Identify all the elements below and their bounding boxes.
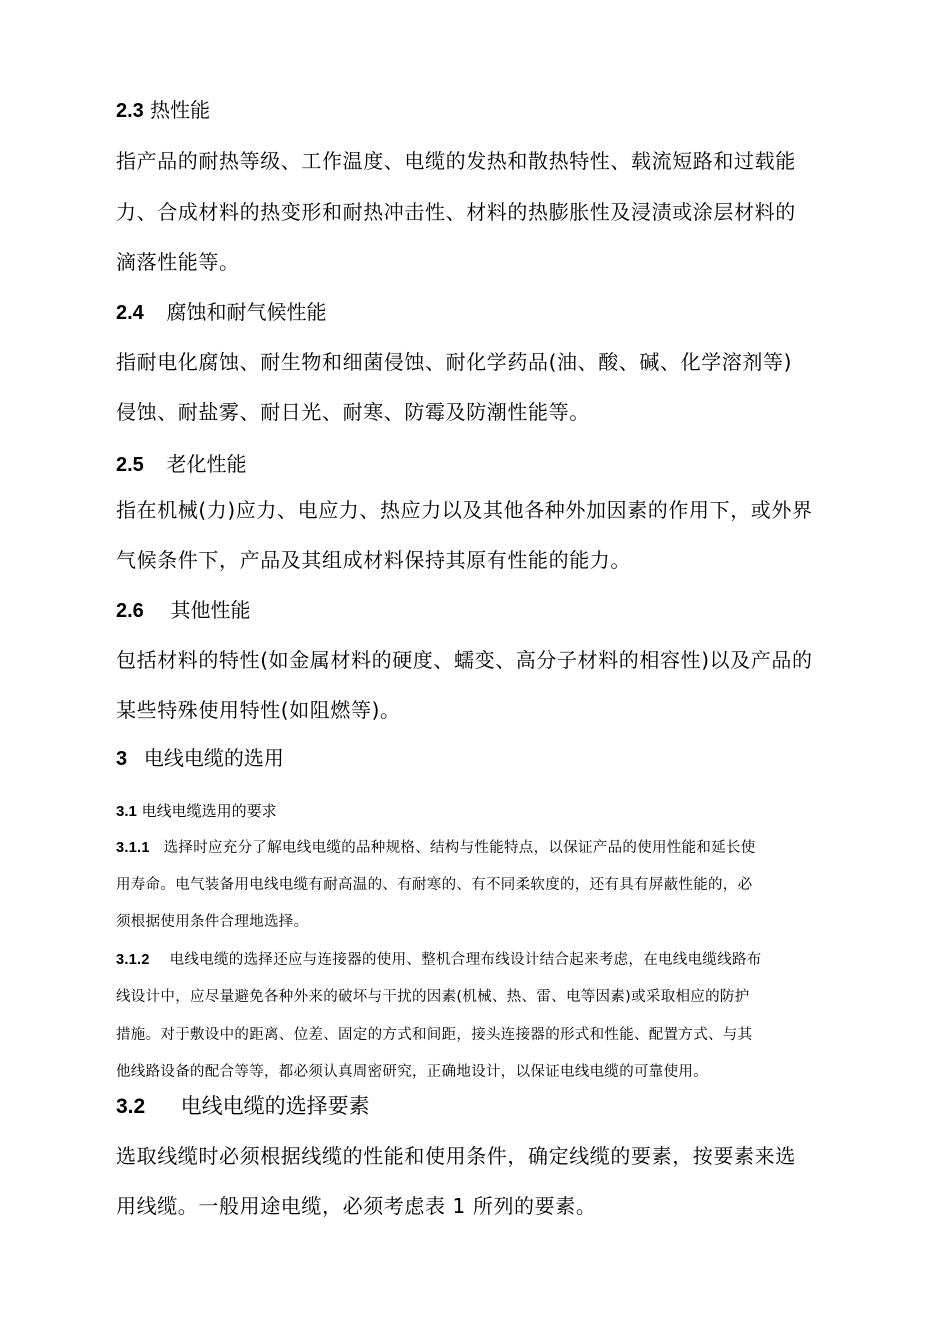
section-number: 3.2 — [116, 1095, 146, 1118]
heading-2-6 — [116, 594, 251, 623]
paragraph-line: 力、合成材料的热变形和耐热冲击性、材料的热膨胀性及浸渍或涂层材料的 — [116, 200, 796, 224]
paragraph-line: 他线路设备的配合等等，都必须认真周密研究，正确地设计，以保证电线电缆的可靠使用。 — [116, 1064, 708, 1080]
paragraph-line: 措施。对于敷设中的距离、位差、固定的方式和间距，接头连接器的形式和性能、配置方式、与其 — [116, 1027, 753, 1043]
section-number: 2.3 — [116, 100, 144, 122]
section-title: 腐蚀和耐气候性能 — [166, 300, 327, 324]
heading-3-1 — [116, 800, 277, 821]
paragraph-line: 气候条件下，产品及其组成材料保持其原有性能的能力。 — [116, 548, 631, 572]
clause-number: 3.1.2 — [116, 952, 150, 968]
paragraph-line: 用线缆。一般用途电缆，必须考虑表 1 所列的要素。 — [116, 1194, 597, 1218]
paragraph-line: 指在机械(力)应力、电应力、热应力以及其他各种外加因素的作用下，或外界 — [116, 498, 813, 522]
paragraph-line: 包括材料的特性(如金属材料的硬度、蠕变、高分子材料的相容性)以及产品的 — [116, 648, 813, 672]
paragraph-line: 用寿命。电气装备用电线电缆有耐高温的、有耐寒的、有不同柔软度的，还有具有屏蔽性能的，必 — [116, 877, 753, 893]
section-number: 3.1 — [116, 803, 137, 820]
section-number: 2.6 — [116, 600, 144, 622]
heading-2-4 — [116, 296, 327, 325]
heading-2-5 — [116, 448, 247, 477]
clause-3-1-1 — [116, 836, 756, 857]
section-title: 老化性能 — [166, 452, 247, 476]
clause-number: 3.1.1 — [116, 840, 150, 856]
section-title: 其他性能 — [170, 598, 251, 622]
clause-text: 电线电缆的选择还应与连接器的使用、整机合理布线设计结合起来考虑，在电线电缆线路布 — [169, 952, 762, 968]
paragraph-line: 指产品的耐热等级、工作温度、电缆的发热和散热特性、载流短路和过载能 — [116, 149, 796, 173]
section-number: 3 — [116, 748, 128, 770]
paragraph-line: 指耐电化腐蚀、耐生物和细菌侵蚀、耐化学药品(油、酸、碱、化学溶剂等) — [116, 350, 793, 374]
section-title: 电线电缆的选用 — [143, 746, 284, 770]
section-number: 2.5 — [116, 454, 144, 476]
paragraph-line: 侵蚀、耐盐雾、耐日光、耐寒、防霉及防潮性能等。 — [116, 400, 590, 424]
heading-3-2 — [116, 1090, 370, 1120]
paragraph-line: 滴落性能等。 — [116, 250, 240, 274]
heading-3 — [116, 742, 284, 771]
paragraph-line: 线设计中，应尽量避免各种外来的破坏与干扰的因素(机械、热、雷、电等因素)或采取相应的防护 — [116, 989, 750, 1005]
heading-2-3 — [116, 94, 210, 123]
section-title: 电线电缆选用的要求 — [141, 802, 277, 820]
section-title: 电线电缆的选择要素 — [180, 1094, 370, 1118]
section-title: 热性能 — [150, 98, 211, 122]
paragraph-line: 某些特殊使用特性(如阻燃等)。 — [116, 698, 401, 722]
clause-text: 选择时应充分了解电线电缆的品种规格、结构与性能特点，以保证产品的使用性能和延长使 — [163, 840, 756, 856]
paragraph-line: 须根据使用条件合理地选择。 — [116, 914, 309, 930]
clause-3-1-2 — [116, 948, 762, 969]
paragraph-line: 选取线缆时必须根据线缆的性能和使用条件，确定线缆的要素，按要素来选 — [116, 1144, 796, 1168]
section-number: 2.4 — [116, 302, 144, 324]
